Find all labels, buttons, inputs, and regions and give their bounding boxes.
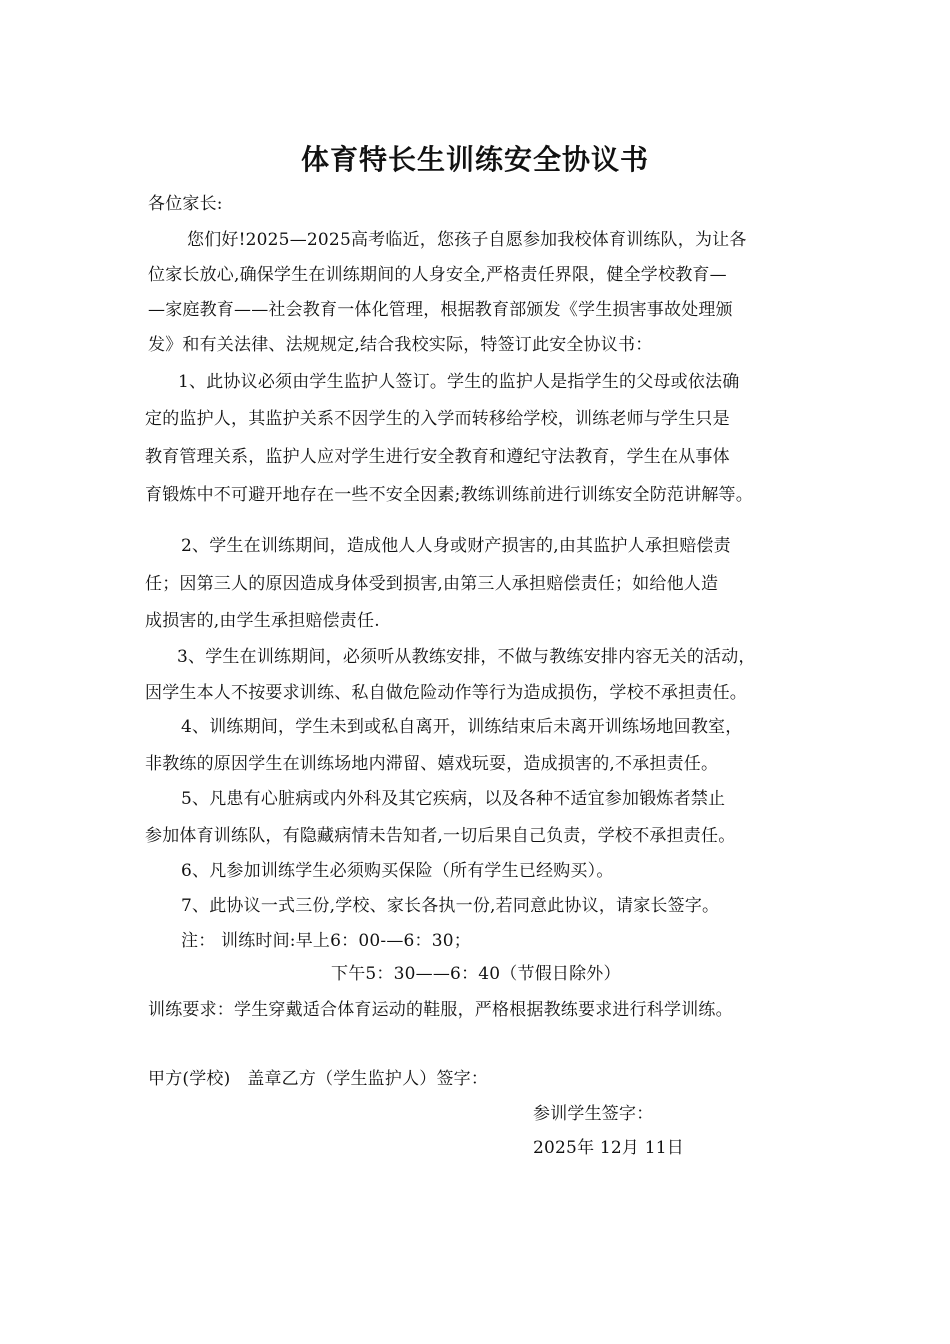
clause-3-line-1: 3、学生在训练期间，必须听从教练安排，不做与教练安排内容无关的活动， bbox=[177, 647, 756, 667]
intro-line-4: 发》和有关法律、法规规定,结合我校实际，特签订此安全协议书： bbox=[148, 335, 653, 355]
training-time-afternoon: 下午5：30——6：40（节假日除外） bbox=[331, 964, 621, 984]
student-signature-line: 参训学生签字： bbox=[533, 1104, 654, 1124]
clause-1-line-3: 教育管理关系，监护人应对学生进行安全教育和遵纪守法教育，学生在从事体 bbox=[145, 447, 730, 467]
clause-2-line-2: 任；因第三人的原因造成身体受到损害,由第三人承担赔偿责任；如给他人造 bbox=[145, 574, 719, 594]
intro-line-2: 位家长放心,确保学生在训练期间的人身安全,严格责任界限，健全学校教育— bbox=[148, 265, 727, 285]
training-requirement: 训练要求：学生穿戴适合体育运动的鞋服，严格根据教练要求进行科学训练。 bbox=[148, 1000, 733, 1020]
clause-5-line-2: 参加体育训练队，有隐藏病情未告知者,一切后果自己负责，学校不承担责任。 bbox=[145, 826, 736, 846]
training-time-morning: 注： 训练时间:早上6：00-—6：30； bbox=[181, 931, 471, 951]
clause-2-line-1: 2、学生在训练期间，造成他人人身或财产损害的,由其监护人承担赔偿责 bbox=[181, 536, 731, 556]
clause-7-line: 7、此协议一式三份,学校、家长各执一份,若同意此协议，请家长签字。 bbox=[181, 896, 720, 916]
clause-2-line-3: 成损害的,由学生承担赔偿责任. bbox=[145, 611, 380, 631]
document-date: 2025年 12月 11日 bbox=[533, 1138, 684, 1158]
clause-1-line-1: 1、此协议必须由学生监护人签订。学生的监护人是指学生的父母或依法确 bbox=[178, 372, 740, 392]
intro-line-3: —家庭教育——社会教育一体化管理，根据教育部颁发《学生损害事故处理颁 bbox=[148, 300, 733, 320]
clause-5-line-1: 5、凡患有心脏病或内外科及其它疾病，以及各种不适宜参加锻炼者禁止 bbox=[181, 789, 726, 809]
greeting: 各位家长: bbox=[148, 194, 223, 214]
intro-line-1: 您们好!2025—2025高考临近，您孩子自愿参加我校体育训练队，为让各 bbox=[187, 230, 747, 250]
clause-6-line: 6、凡参加训练学生必须购买保险（所有学生已经购买）。 bbox=[181, 861, 614, 881]
clause-3-line-2: 因学生本人不按要求训练、私自做危险动作等行为造成损伤，学校不承担责任。 bbox=[145, 683, 747, 703]
clause-1-line-2: 定的监护人，其监护关系不因学生的入学而转移给学校，训练老师与学生只是 bbox=[145, 409, 730, 429]
clause-4-line-1: 4、训练期间，学生未到或私自离开，训练结束后未离开训练场地回教室， bbox=[181, 717, 743, 737]
signature-party-line: 甲方(学校) 盖章乙方（学生监护人）签字： bbox=[148, 1069, 489, 1089]
clause-1-line-4: 育锻炼中不可避开地存在一些不安全因素;教练训练前进行训练安全防范讲解等。 bbox=[145, 485, 753, 505]
document-title: 体育特长生训练安全协议书 bbox=[300, 143, 649, 176]
clause-4-line-2: 非教练的原因学生在训练场地内滞留、嬉戏玩耍，造成损害的,不承担责任。 bbox=[145, 754, 719, 774]
